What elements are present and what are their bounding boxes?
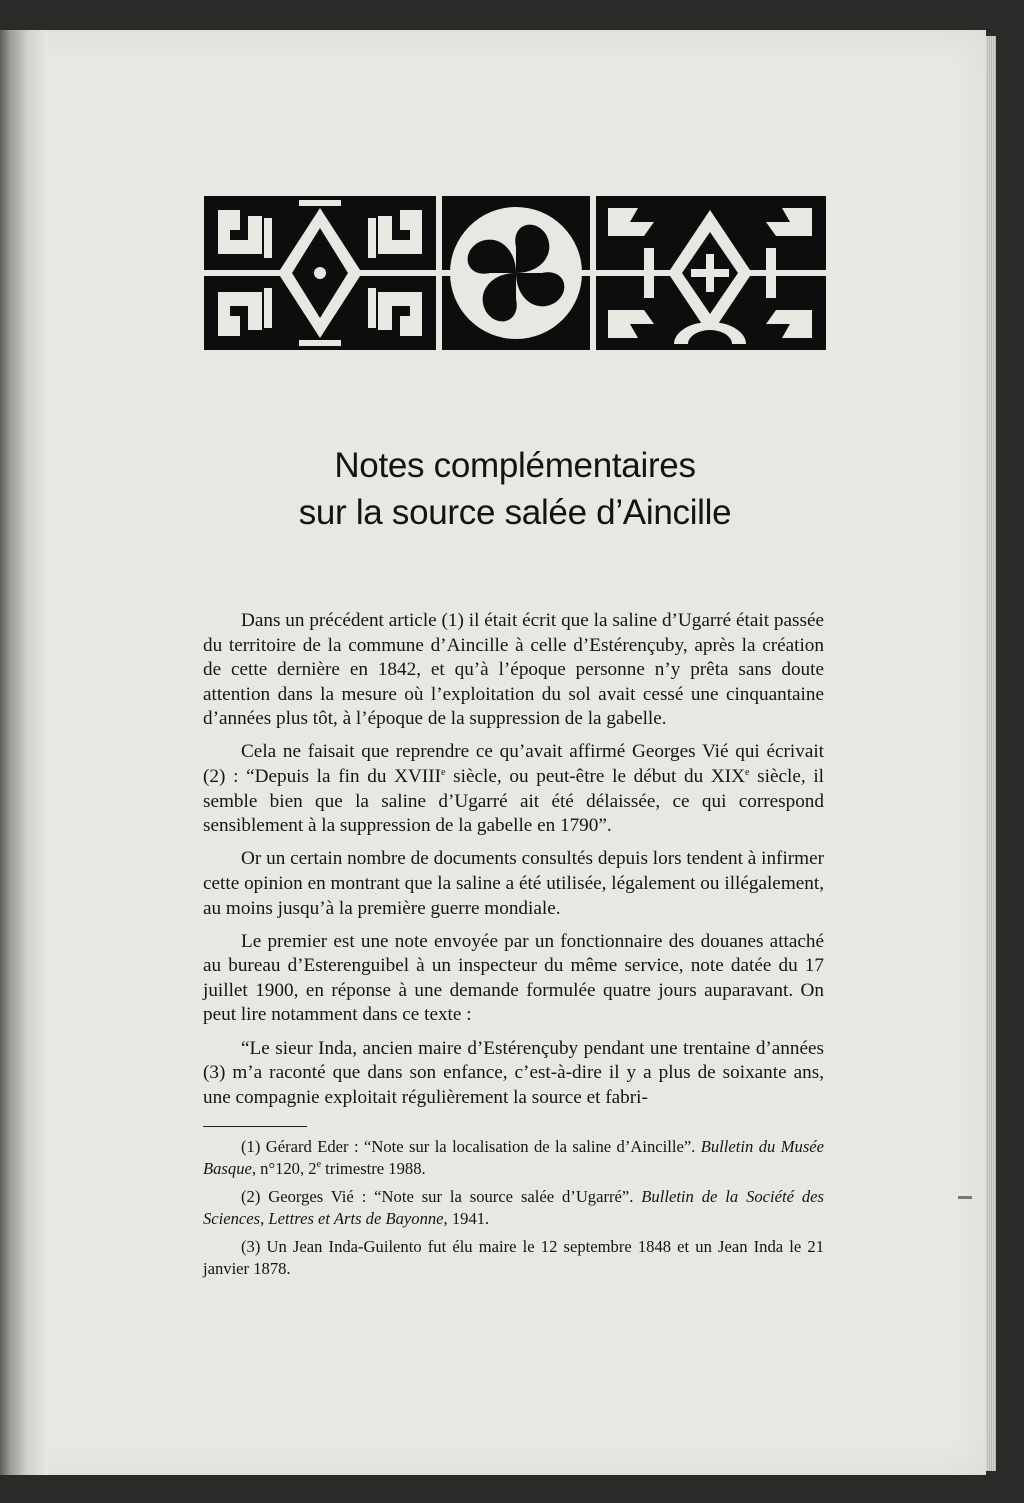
paragraph-3: Or un certain nombre de documents consultés depuis lors tendent à infirmer cette opinion en montrant que la saline a été utilisée, légalement ou illégalement, au moins jusqu’à la première guerre mondiale. [203,848,824,919]
paragraph-2-part-b: siècle, ou peut-être le début du XIX [445,766,746,788]
footnote-1-part-a: (1) Gérard Eder : “Note sur la localisation de la saline d’Aincille”. [241,1137,701,1156]
paragraph-4: Le premier est une note envoyée par un fonctionnaire des douanes attaché au bureau d’Esterenguibel à un inspecteur du même service, note datée du 17 juillet 1900, en réponse à une demande formulée quatre jours auparavant. On peut lire notamment dans ce texte : [203,930,824,1026]
article-title [200,442,830,536]
footnote-1-part-b: , n°120, 2 [251,1158,317,1178]
paragraph-1: Dans un précédent article (1) il était écrit que la saline d’Ugarré était passée du territoire de la commune d’Aincille à celle d’Estérençuby, après la création de cette dernière en 1842, et qu’à l’époque personne n’y prêta sans doute attention dans la mesure où l’exploitation du sol avait cessé une cinquantaine d’années plus tôt, à l’époque de la suppression de la gabelle. [203,610,824,730]
title-line-1: Notes complémentaires [334,446,696,485]
paragraph-2-part-c: siècle, il semble bien que la saline d’Ugarré ait été délaissée, ce qui correspond sensiblement à la suppression de la gabelle en 1790”. [203,766,825,837]
paragraph-2 [203,740,824,838]
footnote-rule [203,1126,307,1127]
basque-ornament-banner [204,196,826,350]
title-line-2: sur la source salée d’Aincille [298,493,732,532]
footnote-1-journal: Bulletin du Musée Basque [203,1137,825,1178]
paragraph-2-part-a: Cela ne faisait que reprendre ce qu’avait affirmé Georges Vié qui écrivait (2) : “Depuis la fin du XVIII [203,741,824,788]
book-gutter [0,30,48,1475]
footnote-2 [203,1186,824,1229]
footnote-2-part-a: (2) Georges Vié : “Note sur la source salée d’Ugarré”. [241,1187,642,1206]
ornament-frieze-icon [204,196,826,350]
paragraph-5: “Le sieur Inda, ancien maire d’Estérençuby pendant une trentaine d’années (3) m’a raconté que dans son enfance, c’est-à-dire il y a plus de soixante ans, une compagnie exploitait régulièrement la source et fabri- [203,1037,824,1108]
footnote-2-part-b: , 1941. [443,1208,490,1228]
article-body [203,609,824,1119]
footnote-1-part-c: trimestre 1988. [321,1158,426,1178]
page-edges [986,36,996,1471]
footnotes [203,1136,824,1286]
superscript: e [745,767,750,779]
footnote-1 [203,1136,824,1179]
superscript: e [316,1158,322,1170]
edge-mark [958,1196,972,1199]
superscript: e [441,767,446,779]
footnote-2-journal: Bulletin de la Société des Sciences, Lettres et Arts de Bayonne [203,1187,825,1228]
footnote-3: (3) Un Jean Inda-Guilento fut élu maire le 12 septembre 1848 et un Jean Inda le 21 janvier 1878. [203,1237,824,1278]
